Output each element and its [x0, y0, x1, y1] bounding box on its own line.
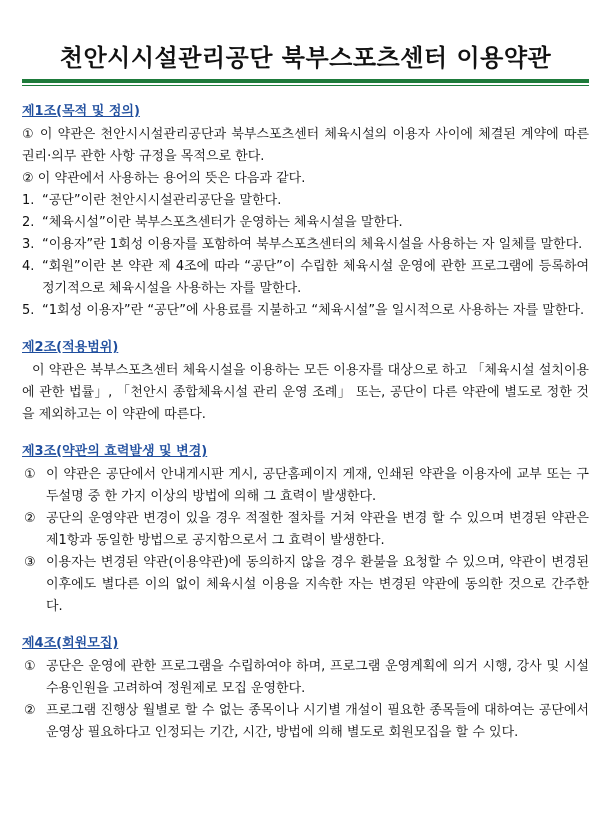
clause-marker: ③	[24, 555, 36, 570]
article-3	[22, 440, 589, 618]
clause-text: 이 약관은 천안시시설관리공단과 북부스포츠센터 체육시설의 이용자 사이에 체결된 계약에 따른 권리·의무 관한 사항 규정을 목적으로 한다.	[22, 127, 589, 164]
article-heading: 제3조(약관의 효력발생 및 변경)	[22, 444, 208, 459]
clause-item	[22, 656, 589, 700]
definition-item	[22, 256, 589, 300]
clause-text: 공단의 운영약관 변경이 있을 경우 적절한 절차를 거쳐 약관을 변경 할 수 있으며 변경된 약관은 제1항과 동일한 방법으로 공지함으로서 그 효력이 발생한다.	[46, 511, 589, 548]
title-underline-thin	[22, 85, 589, 86]
item-text: “회원”이란 본 약관 제 4조에 따라 “공단”이 수립한 체육시설 운영에 관한 프로그램에 등록하여 정기적으로 체육시설을 사용하는 자를 말한다.	[42, 259, 589, 296]
clause-text: 공단은 운영에 관한 프로그램을 수립하여야 하며, 프로그램 운영계획에 의거 시행, 강사 및 시설 수용인원을 고려하여 정원제로 모집 운영한다.	[46, 659, 589, 696]
clause-marker: ②	[24, 511, 36, 526]
clause-item	[22, 508, 589, 552]
clause-item	[22, 552, 589, 618]
clause-marker: ②	[22, 171, 34, 186]
definition-item	[22, 212, 589, 234]
item-number: 3.	[22, 237, 35, 252]
clause-text: 프로그램 진행상 월별로 할 수 없는 종목이나 시기별 개설이 필요한 종목들에 대하여는 공단에서 운영상 필요하다고 인정되는 기간, 시간, 방법에 의해 별도로 회원모집을 할 수 있다.	[46, 703, 589, 740]
item-number: 4.	[22, 259, 35, 274]
clause-paragraph	[22, 168, 589, 190]
item-text: “이용자”란 1회성 이용자를 포함하여 북부스포츠센터의 체육시설을 사용하는 자 일체를 말한다.	[42, 237, 583, 252]
article-1	[22, 100, 589, 322]
clause-paragraph	[22, 124, 589, 168]
item-number: 2.	[22, 215, 35, 230]
item-text: “공단”이란 천안시시설관리공단을 말한다.	[42, 193, 282, 208]
article-heading: 제2조(적용범위)	[22, 340, 119, 355]
article-heading: 제1조(목적 및 정의)	[22, 104, 140, 119]
clause-text: 이 약관은 공단에서 안내게시판 게시, 공단홈페이지 게재, 인쇄된 약관을 이용자에 교부 또는 구두설명 중 한 가지 이상의 방법에 의해 그 효력이 발생한다.	[46, 467, 589, 504]
article-2	[22, 336, 589, 426]
definition-item	[22, 300, 589, 322]
article-heading: 제4조(회원모집)	[22, 636, 119, 651]
title-underline-thick	[22, 79, 589, 83]
clause-text: 이용자는 변경된 약관(이용약관)에 동의하지 않을 경우 환불을 요청할 수 있으며, 약관이 변경된 이후에도 별다른 이의 없이 체육시설 이용을 지속한 자는 변경된 약관에 동의한 것으로 간주한다.	[46, 555, 589, 614]
clause-text: 이 약관에서 사용하는 용어의 뜻은 다음과 같다.	[37, 171, 306, 186]
clause-item	[22, 700, 589, 744]
clause-item	[22, 464, 589, 508]
article-paragraph: 이 약관은 북부스포츠센터 체육시설을 이용하는 모든 이용자를 대상으로 하고 「체육시설 설치이용에 관한 법률」, 「천안시 종합체육시설 관리 운영 조례」 또는, 공단이 다른 약관에 별도로 정한 것을 제외하고는 이 약관에 따른다.	[22, 363, 589, 422]
item-text: “체육시설”이란 북부스포츠센터가 운영하는 체육시설을 말한다.	[42, 215, 403, 230]
item-text: “1회성 이용자”란 “공단”에 사용료를 지불하고 “체육시설”을 일시적으로 사용하는 자를 말한다.	[42, 303, 585, 318]
item-number: 1.	[22, 193, 35, 208]
clause-marker: ①	[24, 659, 36, 674]
item-number: 5.	[22, 303, 35, 318]
definition-item	[22, 190, 589, 212]
document-title: 천안시시설관리공단 북부스포츠센터 이용약관	[59, 44, 552, 72]
clause-marker: ②	[24, 703, 36, 718]
article-4	[22, 632, 589, 744]
clause-marker: ①	[24, 467, 36, 482]
definition-item	[22, 234, 589, 256]
clause-marker: ①	[22, 127, 35, 142]
